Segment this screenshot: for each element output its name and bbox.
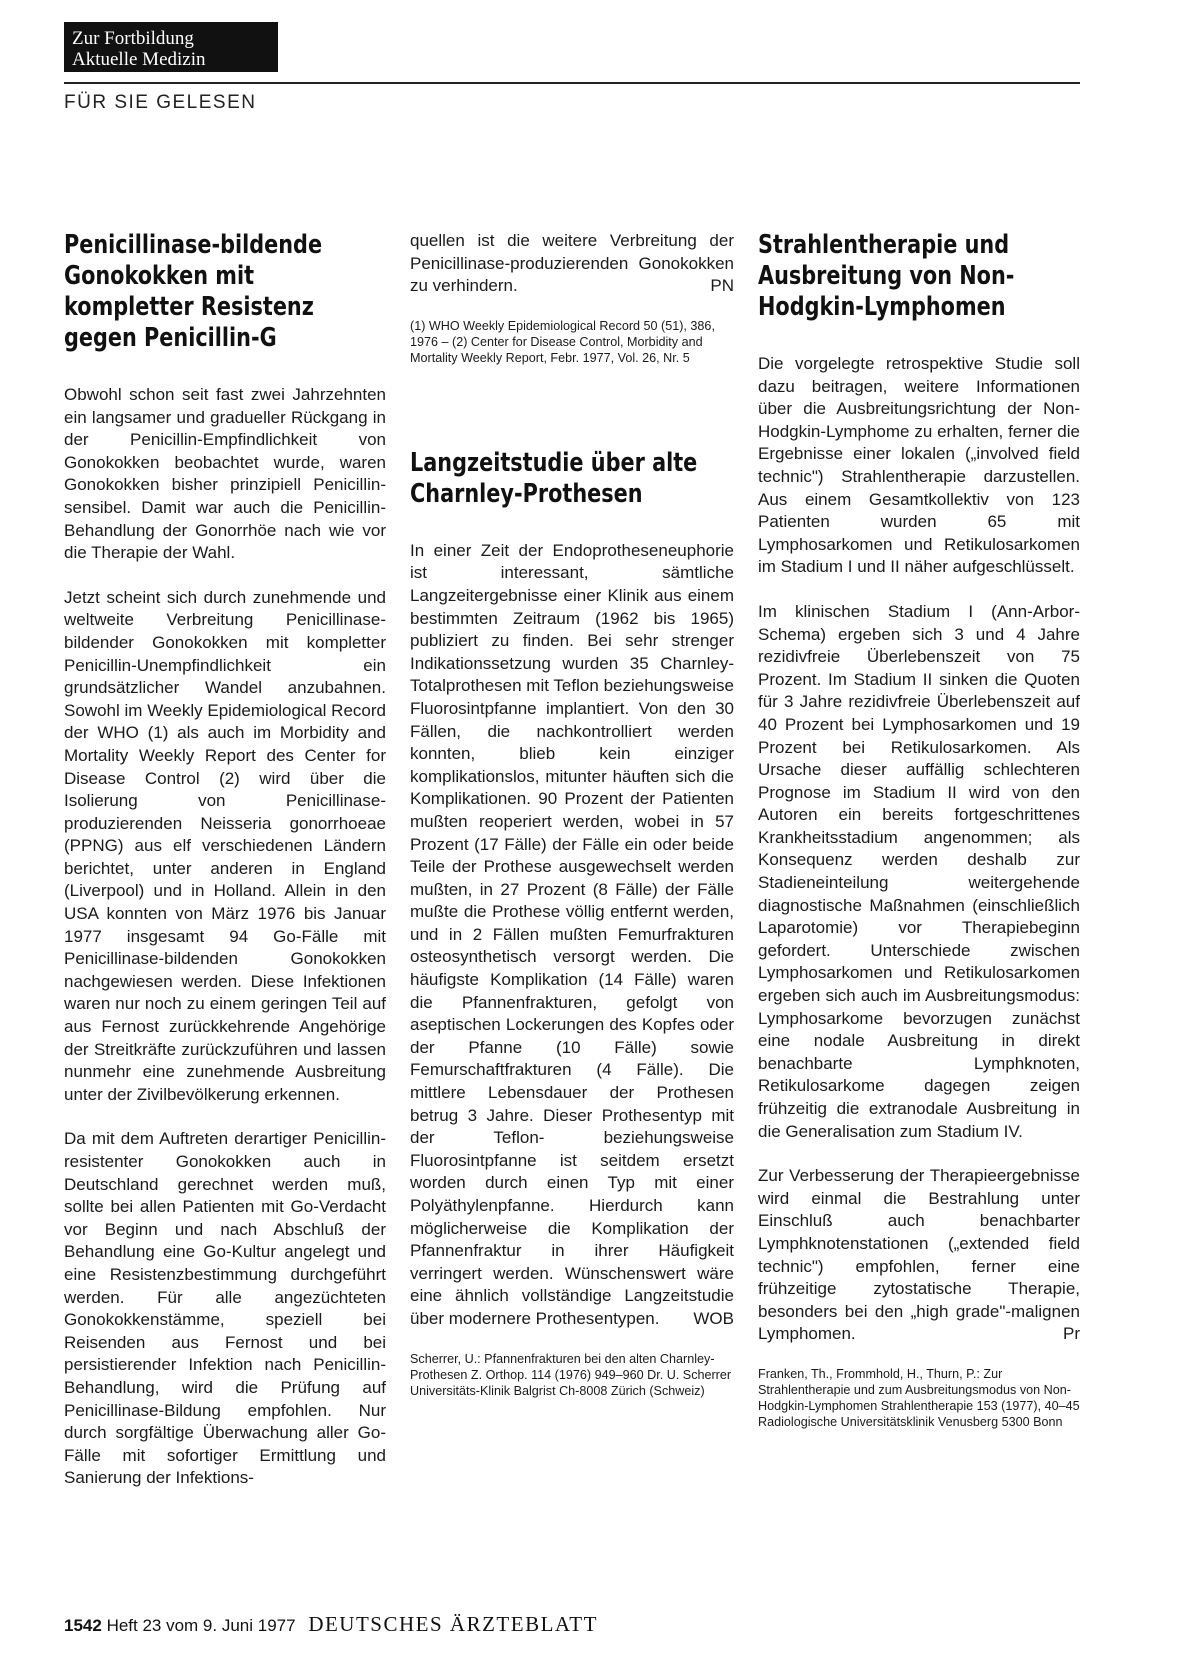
article-2-paragraph-1 xyxy=(410,540,734,1331)
article-3-title: Strahlentherapie und Ausbreitung von Non-Hodgkin-Lymphomen xyxy=(758,230,1015,322)
article-3-paragraph-3-text: Zur Verbesserung der Therapieergebnisse wird einmal die Bestrahlung unter Einschluß auch benachbarter Lymphknotenstationen („extended field technic") empfohlen, ferner eine frühzeitige zytostatische Therapie, besonders bei den „high grade"-malignen Lymphomen. xyxy=(758,1166,1080,1344)
column-1 xyxy=(64,230,386,1490)
article-3-reference: Franken, Th., Frommhold, H., Thurn, P.: Zur Strahlentherapie und zum Ausbreitungsmodus von Non-Hodgkin-Lymphomen Strahlentherapie 153 (1977), 40–45 Radiologische Universitätsklinik Venusberg 5300 Bonn xyxy=(758,1366,1080,1429)
article-2-signature: WOB xyxy=(693,1308,734,1328)
article-2-title: Langzeitstudie über alte Charnley-Prothesen xyxy=(410,447,698,509)
article-1-paragraph-1: Obwohl schon seit fast zwei Jahrzehnten ein langsamer und gradueller Rückgang in der Penicillin-Empfindlichkeit von Gonokokken beobachtet wurde, waren Gonokokken bisher prinzipiell Penicillin-sensibel. Damit war auch die Penicillin-Behandlung der Gonorrhöe nach wie vor die Therapie der Wahl. xyxy=(64,385,386,563)
article-1-references: (1) WHO Weekly Epidemiological Record 50 (51), 386, 1976 – (2) Center for Disease Control, Morbidity and Mortality Weekly Report, Febr. 1977, Vol. 26, Nr. 5 xyxy=(410,318,715,365)
article-1-signature: PN xyxy=(710,276,734,296)
header-rule xyxy=(64,82,1080,84)
page-number: 1542 xyxy=(64,1616,102,1635)
article-1-paragraph-2: Jetzt scheint sich durch zunehmende und weltweite Verbreitung Penicillinase-bildender Gonokokken mit kompletter Penicillin-Unempfindlichkeit ein grundsätzlicher Wandel anzubahnen. Sowohl im Weekly Epidemiological Record der WHO (1) als auch im Morbidity and Mortality Weekly Report des Center for Disease Control (2) wird über die Isolierung von Penicillinase-produzierenden Neisseria gonorrhoeae (PPNG) aus elf verschiedenen Ländern berichtet, unter anderen in England (Liverpool) und in Holland. Allein in den USA konnten von März 1976 bis Januar 1977 insgesamt 94 Go-Fälle mit Penicillinase-bildenden Gonokokken nachgewiesen werden. Diese Infektionen waren nur noch zu einem geringen Teil auf aus Fernost zurückkehrende Angehörige der Streitkräfte zurückzuführen und lassen nunmehr eine zunehmende Ausbreitung unter der Zivilbevölkerung erkennen. xyxy=(64,587,386,1104)
article-3-paragraph-1: Die vorgelegte retrospektive Studie soll dazu beitragen, weitere Informationen über die Ausbreitungsrichtung der Non-Hodgkin-Lymphome zu erhalten, ferner die Ergebnisse einer lokalen („involved field technic") Strahlentherapie darzustellen. Aus einem Gesamtkollektiv von 123 Patienten wurden 65 mit Lymphosarkomen und Retikulosarkomen im Stadium I und II näher aufgeschlüsselt. xyxy=(758,354,1080,577)
article-2-reference: Scherrer, U.: Pfannenfrakturen bei den alten Charnley-Prothesen Z. Orthop. 114 (1976) 949–960 Dr. U. Scherrer Universitäts-Klinik Balgrist Ch-8008 Zürich (Schweiz) xyxy=(410,1351,732,1398)
badge-line-1: Zur Fortbildung xyxy=(72,28,194,49)
section-title: FÜR SIE GELESEN xyxy=(64,92,257,113)
article-1-paragraph-3: Da mit dem Auftreten derartiger Penicillin-resistenter Gonokokken auch in Deutschland gerechnet werden muß, sollte bei allen Patienten mit Go-Verdacht vor Beginn und nach Abschluß der Behandlung eine Go-Kultur angelegt und eine Resistenzbestimmung durchgeführt werden. Für alle angezüchteten Gonokokkenstämme, speziell bei Reisenden aus Fernost und bei persistierender Infektion nach Penicillin-Behandlung, wird die Prüfung auf Penicillinase-Bildung empfohlen. Nur durch sorgfältige Überwachung aller Go-Fälle mit sofortiger Ermittlung und Sanierung der Infektions- xyxy=(64,1129,386,1488)
article-3-signature: Pr xyxy=(1063,1324,1080,1344)
section-badge xyxy=(64,22,278,72)
article-1-paragraph-4 xyxy=(410,230,734,298)
journal-name: DEUTSCHES ÄRZTEBLATT xyxy=(308,1612,598,1636)
article-1-paragraph-4-text: quellen ist die weitere Verbreitung der Penicillinase-produzierenden Gonokokken zu verhindern. xyxy=(410,231,734,296)
issue-info: Heft 23 vom 9. Juni 1977 xyxy=(106,1616,296,1635)
column-2 xyxy=(410,230,734,1399)
badge-line-2: Aktuelle Medizin xyxy=(72,49,206,70)
article-3-paragraph-2: Im klinischen Stadium I (Ann-Arbor-Schema) ergeben sich 3 und 4 Jahre rezidivfreie Überlebenszeit von 75 Prozent. Im Stadium II sinken die Quoten für 3 Jahre rezidivfreie Überlebenszeit auf 40 Prozent bei Lymphosarkomen und 19 Prozent bei Retikulosarkomen. Als Ursache dieser auffällig schlechteren Prognose im Stadium II wird von den Autoren ein bereits fortgeschrittenes Krankheitsstadium angenommen; als Konsequenz werden deshalb zur Stadieneinteilung weitergehende diagnostische Maßnahmen (einschließlich Laparotomie) vor Therapiebeginn gefordert. Unterschiede zwischen Lymphosarkomen und Retikulosarkomen ergeben sich auch im Ausbreitungsmodus: Lymphosarkome bevorzugen zunächst eine nodale Ausbreitung in direkt benachbarte Lymphknoten, Retikulosarkome dagegen zeigen frühzeitig die extranodale Ausbreitung in die Generalisation zum Stadium IV. xyxy=(758,601,1080,1141)
article-2-paragraph-1-text: In einer Zeit der Endoprotheseneuphorie ist interessant, sämtliche Langzeitergebnisse einer Klinik aus einem bestimmten Zeitraum (1962 bis 1965) publiziert zu finden. Bei sehr strenger Indikationssetzung wurden 35 Charnley-Totalprothesen mit Teflon beziehungsweise Fluorosintpfanne implantiert. Von den 30 Fällen, die nachkontrolliert werden konnten, blieb kein einziger komplikationslos, mitunter häuften sich die Komplikationen. 90 Prozent der Patienten mußten reoperiert werden, wobei in 57 Prozent (17 Fälle) der Fälle ein oder beide Teile der Prothese ausgewechselt werden mußten, in 27 Prozent (8 Fälle) der Fälle mußte die Prothese völlig entfernt werden, und in 2 Fällen mußten Femurfrakturen osteosynthetisch versorgt werden. Die häufigste Komplikation (14 Fälle) waren die Pfannenfrakturen, gefolgt von aseptischen Lockerungen des Kopfes oder der Pfanne (10 Fälle) sowie Femurschaftfrakturen (4 Fälle). Die mittlere Lebensdauer der Prothesen betrug 3 Jahre. Dieser Prothesentyp mit der Teflon- beziehungsweise Fluorosintpfanne ist seitdem ersetzt worden durch einen Typ mit einer Polyäthylenpfanne. Hierdurch kann möglicherweise die Komplikation der Pfannenfraktur in ihrer Häufigkeit verringert werden. Wünschenswert wäre eine ähnlich vollständige Langzeitstudie über modernere Prothesentypen. xyxy=(410,540,734,1328)
column-3 xyxy=(758,230,1080,1430)
page-footer xyxy=(64,1612,598,1637)
article-3-paragraph-3 xyxy=(758,1165,1080,1346)
article-1-title: Penicillinase-bildende Gonokokken mit kompletter Resistenz gegen Penicillin-G xyxy=(64,230,323,353)
